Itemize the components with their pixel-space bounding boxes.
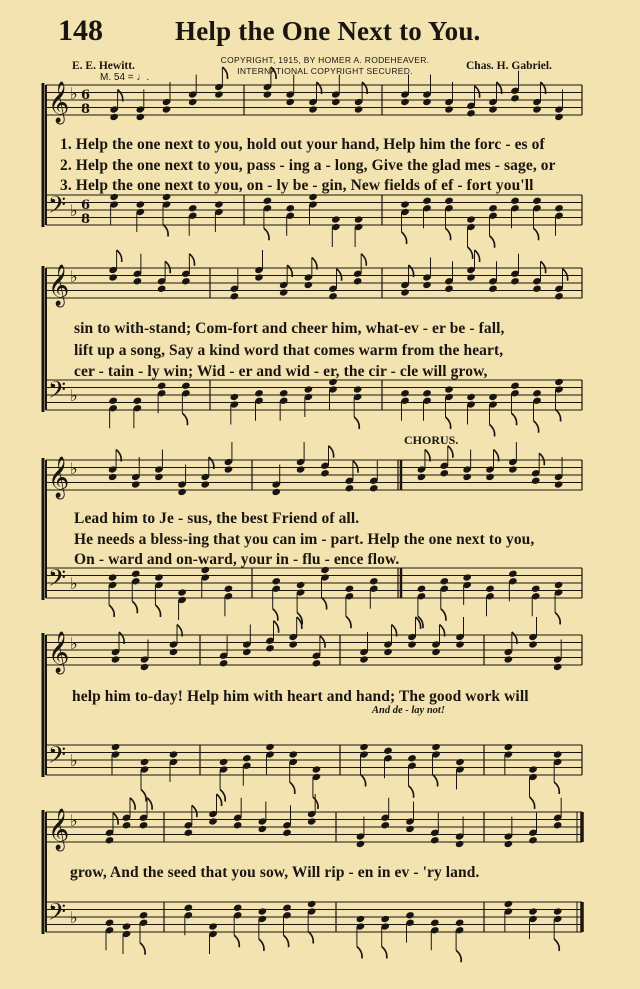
lyric-line: He needs a bless-ing that you can im - part. Help the one next to you, [74, 531, 535, 548]
note-head [154, 573, 164, 581]
note-flag [361, 254, 366, 266]
bass-clef-icon: 𝄢 [48, 564, 67, 597]
note-head [466, 109, 476, 117]
note-head [504, 655, 514, 663]
note-head [504, 900, 514, 908]
note-head [531, 477, 541, 485]
note-head [369, 484, 379, 492]
note-head [133, 277, 143, 285]
note-head [532, 197, 542, 205]
note-flag [490, 425, 495, 437]
flat-icon: ♭ [70, 811, 78, 830]
note-head [181, 277, 191, 285]
note-head [188, 98, 198, 106]
note-flag [284, 935, 289, 947]
note-flag [446, 417, 451, 429]
note-head [440, 469, 450, 477]
note-head [109, 113, 119, 121]
note-head [431, 743, 441, 751]
note-head [320, 469, 330, 477]
note-head [140, 663, 150, 671]
note-head [208, 922, 218, 930]
note-head [354, 215, 364, 223]
note-head [504, 840, 514, 848]
note-head [532, 285, 542, 293]
note-head [400, 98, 410, 106]
copyright-line-2: INTERNATIONAL COPYRIGHT SECURED. [237, 66, 413, 76]
note-flag [117, 250, 122, 262]
note-head [288, 640, 298, 648]
note-head [554, 581, 564, 589]
note-head [133, 397, 143, 405]
note-head [510, 197, 520, 205]
note-head [258, 907, 268, 915]
note-flag [541, 261, 546, 273]
note-flag [274, 621, 279, 633]
note-head [177, 488, 187, 496]
note-head [466, 215, 476, 223]
note-head [136, 113, 146, 121]
note-flag [530, 797, 535, 809]
note-head [383, 747, 393, 755]
note-head [508, 465, 518, 473]
note-flag [271, 67, 276, 79]
note-flag [320, 636, 325, 648]
note-head [455, 640, 465, 648]
note-head [157, 285, 167, 293]
note-flag [441, 609, 446, 621]
bass-clef-icon: 𝄢 [48, 376, 67, 409]
alto-text: And de - lay not! [372, 705, 445, 716]
note-flag [109, 605, 114, 617]
note-flag [555, 613, 560, 625]
note-flag [490, 236, 495, 248]
treble-clef-icon: 𝄞 [48, 82, 70, 123]
note-flag [264, 228, 269, 240]
note-flag [402, 232, 407, 244]
note-head [553, 663, 563, 671]
note-head [444, 197, 454, 205]
note-flag [468, 247, 473, 259]
note-head [444, 285, 454, 293]
note-head [400, 200, 410, 208]
note-head [296, 465, 306, 473]
note-head [528, 907, 538, 915]
note-flag [217, 794, 222, 806]
note-head [528, 836, 538, 844]
note-flag [163, 225, 168, 237]
note-flag [234, 935, 239, 947]
note-head [230, 393, 240, 401]
note-flag [554, 939, 559, 951]
note-flag [192, 805, 197, 817]
note-head [285, 204, 295, 212]
note-flag [563, 269, 568, 281]
note-head [219, 659, 229, 667]
bass-clef-icon: 𝄢 [48, 898, 67, 931]
time-signature: 8 [81, 102, 91, 117]
flat-icon: ♭ [70, 459, 78, 478]
note-head [510, 382, 520, 390]
note-flag [132, 601, 137, 613]
note-flag [329, 446, 334, 458]
note-head [131, 480, 141, 488]
note-head [466, 273, 476, 281]
bass-clef-icon: 𝄢 [48, 741, 67, 774]
note-head [455, 840, 465, 848]
note-head [208, 817, 218, 825]
note-flag [357, 947, 362, 959]
note-head [184, 904, 194, 912]
note-head [488, 204, 498, 212]
note-head [383, 648, 393, 656]
note-head [258, 825, 268, 833]
note-flag [259, 939, 264, 951]
lyric-line: 3. Help the one next to you, on - ly be - gin, New fields of ef - fort you'll [60, 177, 534, 194]
note-head [288, 750, 298, 758]
note-flag [446, 228, 451, 240]
note-head [528, 640, 538, 648]
flat-icon: ♭ [70, 84, 78, 103]
note-head [356, 840, 366, 848]
note-head [417, 473, 427, 481]
note-head [162, 105, 172, 113]
note-flag [113, 813, 118, 825]
note-flag [512, 413, 517, 425]
lyric-line: On - ward and on-ward, your in - flu - ence flow. [74, 551, 400, 568]
note-head [285, 98, 295, 106]
note-head [485, 585, 495, 593]
note-head [328, 292, 338, 300]
note-head [184, 829, 194, 837]
lyricist-credit: E. E. Hewitt. [72, 60, 135, 72]
note-head [139, 911, 149, 919]
note-head [282, 904, 292, 912]
note-flag [556, 410, 561, 422]
note-flag [361, 775, 366, 787]
note-head [405, 825, 415, 833]
note-head [531, 585, 541, 593]
note-head [462, 573, 472, 581]
note-head [554, 378, 564, 386]
note-head [345, 585, 355, 593]
note-head [422, 98, 432, 106]
note-head [177, 588, 187, 596]
note-head [279, 389, 289, 397]
note-flag [433, 775, 438, 787]
note-head [331, 98, 341, 106]
note-flag [456, 950, 461, 962]
copyright-line-1: COPYRIGHT, 1915, BY HOMER A. RODEHEAVER. [220, 55, 430, 65]
note-head [111, 655, 121, 663]
note-head [233, 904, 243, 912]
note-head [242, 648, 252, 656]
note-head [488, 393, 498, 401]
treble-clef-icon: 𝄞 [48, 265, 70, 306]
lyric-line: sin to with-stand; Com-fort and cheer him, what-ev - er be - fall, [74, 320, 505, 337]
note-head [510, 277, 520, 285]
lyric-line: 2. Help the one next to you, pass - ing a - long, Give the glad mes - sage, or [60, 157, 556, 174]
composer-credit: Chas. H. Gabriel. [466, 60, 552, 72]
note-head [353, 385, 363, 393]
note-head [488, 105, 498, 113]
note-flag [141, 790, 146, 802]
note-head [504, 743, 514, 751]
note-head [200, 480, 210, 488]
note-head [265, 743, 275, 751]
note-head [304, 281, 314, 289]
note-head [528, 765, 538, 773]
note-head [271, 577, 281, 585]
note-flag [147, 798, 152, 810]
note-head [312, 765, 322, 773]
note-flag [539, 453, 544, 465]
note-head [224, 585, 234, 593]
note-head [422, 389, 432, 397]
note-head [508, 570, 518, 578]
note-head [157, 382, 167, 390]
note-head [466, 393, 476, 401]
note-head [488, 285, 498, 293]
tempo-marking: M. 54 = ♩. [100, 72, 150, 83]
note-head [455, 919, 465, 927]
note-flag [273, 609, 278, 621]
hymn-number: 148 [58, 14, 103, 47]
note-head [417, 585, 427, 593]
note-head [553, 750, 563, 758]
note-head [224, 465, 234, 473]
note-flag [534, 228, 539, 240]
note-head [455, 758, 465, 766]
note-head [553, 821, 563, 829]
note-head [263, 90, 273, 98]
bass-clef-icon: 𝄢 [48, 191, 67, 224]
note-head [233, 821, 243, 829]
note-head [380, 915, 390, 923]
note-head [485, 473, 495, 481]
note-flag [155, 605, 160, 617]
note-head [307, 900, 317, 908]
lyric-line: Lead him to Je - sus, the best Friend of all. [74, 510, 360, 527]
note-head [405, 911, 415, 919]
note-head [431, 648, 441, 656]
note-head [105, 919, 115, 927]
note-head [345, 484, 355, 492]
note-head [430, 836, 440, 844]
note-head [554, 480, 564, 488]
note-head [254, 389, 264, 397]
note-head [169, 648, 179, 656]
note-head [422, 281, 432, 289]
note-flag [554, 782, 559, 794]
time-signature: 6 [81, 88, 91, 103]
note-head [359, 743, 369, 751]
treble-clef-icon: 𝄞 [48, 809, 70, 850]
note-flag [140, 943, 145, 955]
note-head [111, 743, 121, 751]
note-head [242, 754, 252, 762]
note-head [214, 90, 224, 98]
note-head [359, 655, 369, 663]
time-signature: 8 [81, 212, 91, 227]
note-head [532, 389, 542, 397]
note-head [214, 200, 224, 208]
note-head [122, 922, 132, 930]
note-head [331, 215, 341, 223]
note-head [139, 821, 149, 829]
note-head [553, 907, 563, 915]
note-flag [165, 261, 170, 273]
note-head [296, 581, 306, 589]
flat-icon: ♭ [70, 908, 78, 927]
note-flag [534, 421, 539, 433]
flat-icon: ♭ [70, 634, 78, 653]
flat-icon: ♭ [70, 386, 78, 405]
note-flag [354, 417, 359, 429]
lyric-line: cer - tain - ly win; Wid - er and wid - er, the cir - cle will grow, [74, 363, 488, 380]
lyric-line: grow, And the seed that you sow, Will rip - en in ev - 'ry land. [70, 864, 480, 881]
note-head [554, 113, 564, 121]
lyric-line: help him to-day! Help him with heart and hand; The good work will [72, 688, 529, 705]
note-head [219, 758, 229, 766]
lyric-line: 1. Help the one next to you, hold out your hand, Help him the forc - es of [60, 136, 545, 153]
note-flag [353, 461, 358, 473]
note-head [108, 397, 118, 405]
note-flag [382, 947, 387, 959]
note-head [136, 200, 146, 208]
note-head [462, 473, 472, 481]
flat-icon: ♭ [70, 267, 78, 286]
note-head [154, 473, 164, 481]
note-head [131, 570, 141, 578]
note-head [353, 277, 363, 285]
note-head [105, 836, 115, 844]
note-head [108, 573, 118, 581]
note-head [307, 817, 317, 825]
note-head [444, 385, 454, 393]
note-head [122, 821, 132, 829]
note-flag [346, 616, 351, 628]
note-flag [308, 932, 313, 944]
note-head [532, 105, 542, 113]
note-flag [130, 798, 135, 810]
note-head [188, 204, 198, 212]
treble-clef-icon: 𝄞 [48, 632, 70, 673]
flat-icon: ♭ [70, 574, 78, 593]
lyric-line: lift up a song, Say a kind word that comes warm from the heart, [74, 342, 504, 359]
flat-icon: ♭ [70, 201, 78, 220]
note-flag [475, 86, 480, 98]
note-head [356, 915, 366, 923]
note-head [108, 473, 118, 481]
note-head [282, 829, 292, 837]
note-flag [475, 250, 480, 262]
note-head [407, 754, 417, 762]
note-head [430, 919, 440, 927]
note-flag [290, 782, 295, 794]
note-flag [322, 598, 327, 610]
flat-icon: ♭ [70, 751, 78, 770]
note-head [554, 292, 564, 300]
note-head [308, 105, 318, 113]
hymn-title: Help the One Next to You. [175, 16, 481, 46]
note-head [444, 105, 454, 113]
note-flag [182, 413, 187, 425]
note-head [254, 273, 264, 281]
note-head [279, 288, 289, 296]
note-flag [222, 67, 227, 79]
note-head [440, 577, 450, 585]
note-head [422, 197, 432, 205]
note-head [312, 659, 322, 667]
note-flag [189, 254, 194, 266]
note-head [181, 382, 191, 390]
note-head [271, 488, 281, 496]
note-flag [409, 786, 414, 798]
note-head [169, 750, 179, 758]
time-signature: 6 [81, 198, 91, 213]
note-head [108, 273, 118, 281]
note-head [140, 758, 150, 766]
treble-clef-icon: 𝄞 [48, 457, 70, 498]
note-head [263, 197, 273, 205]
note-head [369, 577, 379, 585]
note-head [407, 640, 417, 648]
note-head [400, 288, 410, 296]
note-head [304, 385, 314, 393]
note-head [380, 821, 390, 829]
note-head [554, 204, 564, 212]
chorus-label: CHORUS. [404, 433, 459, 447]
note-flag [337, 269, 342, 281]
note-head [354, 105, 364, 113]
note-head [230, 292, 240, 300]
note-head [400, 389, 410, 397]
note-head [265, 644, 275, 652]
note-head [510, 94, 520, 102]
